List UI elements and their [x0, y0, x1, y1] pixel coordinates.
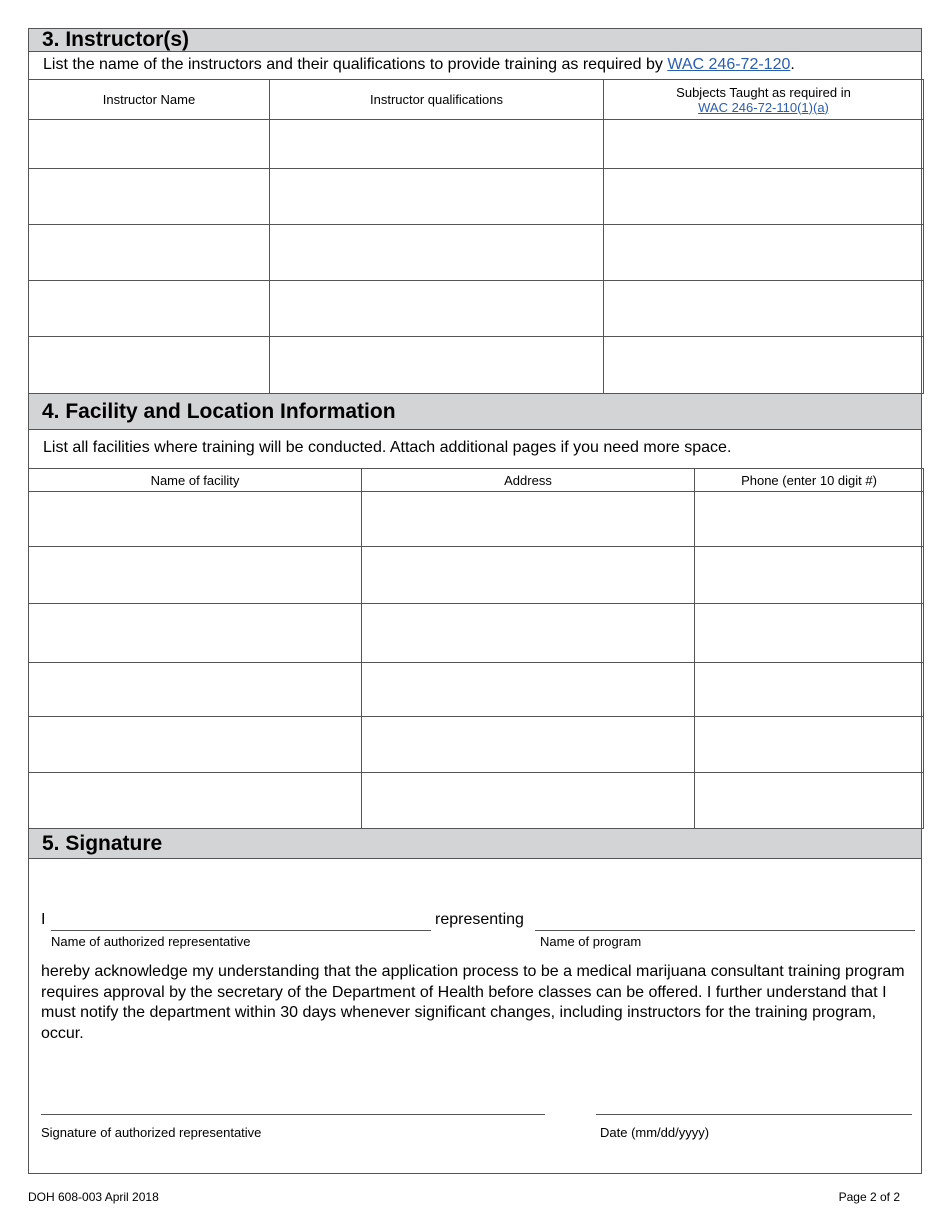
section-3-intro	[43, 56, 795, 74]
address-field[interactable]	[362, 717, 695, 773]
table-row	[29, 492, 924, 547]
instructor-qualifications-field[interactable]	[270, 169, 604, 225]
col-facility-name: Name of facility	[29, 469, 362, 492]
facility-name-field[interactable]	[29, 492, 362, 547]
subjects-taught-field[interactable]	[604, 337, 924, 394]
subjects-taught-field[interactable]	[604, 281, 924, 337]
table-row	[29, 717, 924, 773]
address-field[interactable]	[362, 773, 695, 829]
date-label: Date (mm/dd/yyyy)	[600, 1125, 710, 1140]
section-4-header	[29, 393, 921, 430]
table-row	[29, 169, 924, 225]
instructor-qualifications-field[interactable]	[270, 337, 604, 394]
table-row	[29, 225, 924, 281]
col-phone: Phone (enter 10 digit #)	[695, 469, 924, 492]
table-row	[29, 663, 924, 717]
phone-field[interactable]	[695, 547, 924, 604]
instructor-table-header	[29, 80, 924, 120]
instructor-name-field[interactable]	[29, 225, 270, 281]
facility-name-field[interactable]	[29, 604, 362, 663]
phone-field[interactable]	[695, 604, 924, 663]
facility-table-header	[29, 469, 924, 492]
table-row	[29, 547, 924, 604]
col-subjects-taught-label: Subjects Taught as required in	[676, 84, 851, 100]
subjects-taught-field[interactable]	[604, 169, 924, 225]
representing-word: representing	[435, 911, 524, 928]
phone-field[interactable]	[695, 773, 924, 829]
section-3-intro-text: List the name of the instructors and their qualifications to provide training as required by	[43, 56, 668, 73]
phone-field[interactable]	[695, 492, 924, 547]
i-word: I	[41, 911, 46, 928]
wac-246-72-120-link[interactable]: WAC 246-72-120	[667, 56, 791, 73]
instructor-qualifications-field[interactable]	[270, 281, 604, 337]
table-row	[29, 604, 924, 663]
representative-name-line[interactable]	[51, 930, 431, 931]
facility-name-field[interactable]	[29, 717, 362, 773]
col-subjects-taught	[604, 80, 924, 120]
col-instructor-name: Instructor Name	[29, 80, 270, 120]
instructor-name-field[interactable]	[29, 337, 270, 394]
name-program-label: Name of program	[540, 934, 642, 949]
form-frame	[28, 28, 922, 1174]
date-line[interactable]	[596, 1114, 912, 1115]
signature-line[interactable]	[41, 1114, 545, 1115]
instructor-table	[28, 79, 924, 394]
phone-field[interactable]	[695, 717, 924, 773]
wac-246-72-110-link[interactable]: WAC 246-72-110(1)(a)	[698, 99, 829, 115]
page-number: Page 2 of 2	[838, 1190, 900, 1204]
instructor-qualifications-field[interactable]	[270, 120, 604, 169]
col-address: Address	[362, 469, 695, 492]
name-rep-label: Name of authorized representative	[51, 934, 251, 949]
program-name-line[interactable]	[535, 930, 915, 931]
table-row	[29, 120, 924, 169]
table-row	[29, 281, 924, 337]
subjects-taught-field[interactable]	[604, 225, 924, 281]
facility-table	[28, 468, 924, 829]
section-4-intro: List all facilities where training will be conducted. Attach additional pages if you need more space.	[43, 439, 732, 456]
instructor-name-field[interactable]	[29, 169, 270, 225]
address-field[interactable]	[362, 492, 695, 547]
col-instructor-qualifications: Instructor qualifications	[270, 80, 604, 120]
instructor-name-field[interactable]	[29, 120, 270, 169]
section-3-intro-end: .	[790, 56, 795, 73]
instructor-name-field[interactable]	[29, 281, 270, 337]
form-id: DOH 608-003 April 2018	[28, 1190, 159, 1204]
section-5-header	[29, 828, 921, 859]
phone-field[interactable]	[695, 663, 924, 717]
instructor-qualifications-field[interactable]	[270, 225, 604, 281]
section-3-title: 3. Instructor(s)	[42, 28, 190, 51]
address-field[interactable]	[362, 663, 695, 717]
table-row	[29, 337, 924, 394]
section-3-header	[29, 29, 921, 52]
address-field[interactable]	[362, 547, 695, 604]
acknowledgement-text: hereby acknowledge my understanding that the application process to be a medical marijuana consultant training program requires approval by the secretary of the Department of Health before classes can be offered. I further understand that I must notify the department within 30 days whenever significant changes, including instructors for the training program, occur.	[41, 963, 905, 1042]
facility-name-field[interactable]	[29, 547, 362, 604]
facility-name-field[interactable]	[29, 663, 362, 717]
table-row	[29, 773, 924, 829]
section-4-title: 4. Facility and Location Information	[42, 399, 396, 423]
subjects-taught-field[interactable]	[604, 120, 924, 169]
section-5-title: 5. Signature	[42, 831, 163, 855]
facility-name-field[interactable]	[29, 773, 362, 829]
address-field[interactable]	[362, 604, 695, 663]
signature-label: Signature of authorized representative	[41, 1125, 262, 1140]
